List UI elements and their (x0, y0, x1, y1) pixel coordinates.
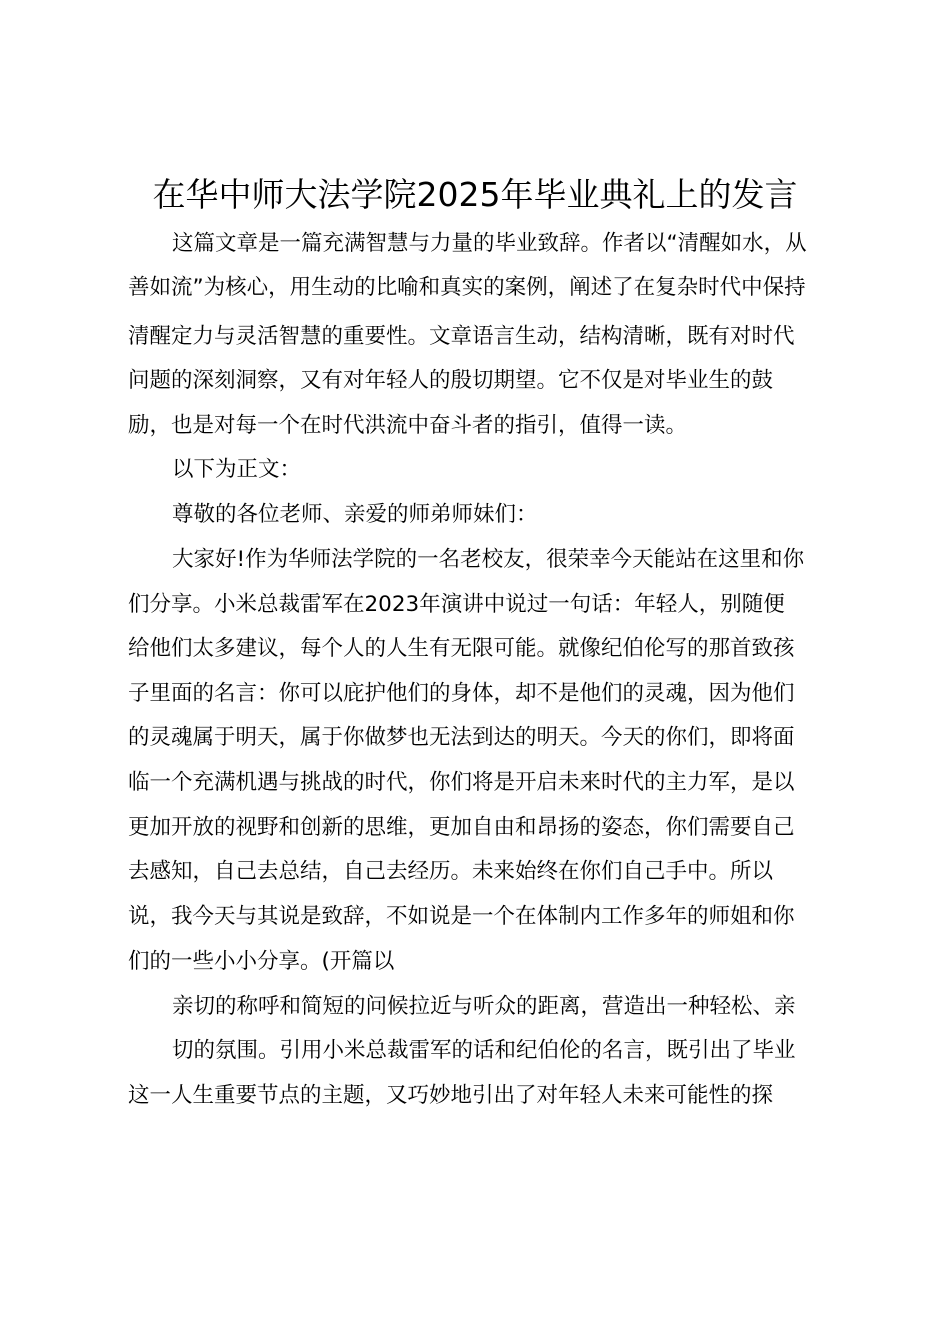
text-line: 去感知，自己去总结，自己去经历。未来始终在你们自己手中。所以 (128, 859, 774, 884)
text-line: 们分享。小米总裁雷军在2023年演讲中说过一句话：年轻人，别随便 (128, 592, 785, 617)
document-title: 在华中师大法学院2025年毕业典礼上的发言 (152, 175, 798, 214)
text-line: 这篇文章是一篇充满智慧与力量的毕业致辞。作者以“清醒如水，从 (172, 231, 807, 256)
text-line: 以下为正文： (172, 457, 302, 482)
text-line: 的灵魂属于明天，属于你做梦也无法到达的明天。今天的你们，即将面 (128, 725, 795, 750)
text-line: 清醒定力与灵活智慧的重要性。文章语言生动，结构清晰，既有对时代 (128, 324, 795, 349)
text-line: 子里面的名言：你可以庇护他们的身体，却不是他们的灵魂，因为他们 (128, 681, 795, 706)
text-line: 切的氛围。引用小米总裁雷军的话和纪伯伦的名言，既引出了毕业 (172, 1038, 796, 1063)
text-line: 临一个充满机遇与挑战的时代，你们将是开启未来时代的主力军，是以 (128, 770, 795, 795)
text-line: 这一人生重要节点的主题，又巧妙地引出了对年轻人未来可能性的探 (128, 1083, 774, 1108)
text-line: 给他们太多建议，每个人的人生有无限可能。就像纪伯伦写的那首致孩 (128, 636, 795, 661)
text-line: 说，我今天与其说是致辞，不如说是一个在体制内工作多年的师姐和你 (128, 904, 795, 929)
text-line: 大家好!作为华师法学院的一名老校友，很荣幸今天能站在这里和你 (172, 547, 805, 572)
text-line: 亲切的称呼和简短的问候拉近与听众的距离，营造出一种轻松、亲 (172, 994, 796, 1019)
text-line: 尊敬的各位老师、亲爱的师弟师妹们： (172, 502, 538, 527)
text-line: 们的一些小小分享。(开篇以 (128, 949, 395, 974)
text-line: 善如流”为核心，用生动的比喻和真实的案例，阐述了在复杂时代中保持 (128, 275, 806, 300)
text-line: 更加开放的视野和创新的思维，更加自由和昂扬的姿态，你们需要自己 (128, 815, 795, 840)
text-line: 励，也是对每一个在时代洪流中奋斗者的指引，值得一读。 (128, 413, 688, 438)
text-line: 问题的深刻洞察，又有对年轻人的殷切期望。它不仅是对毕业生的鼓 (128, 368, 774, 393)
